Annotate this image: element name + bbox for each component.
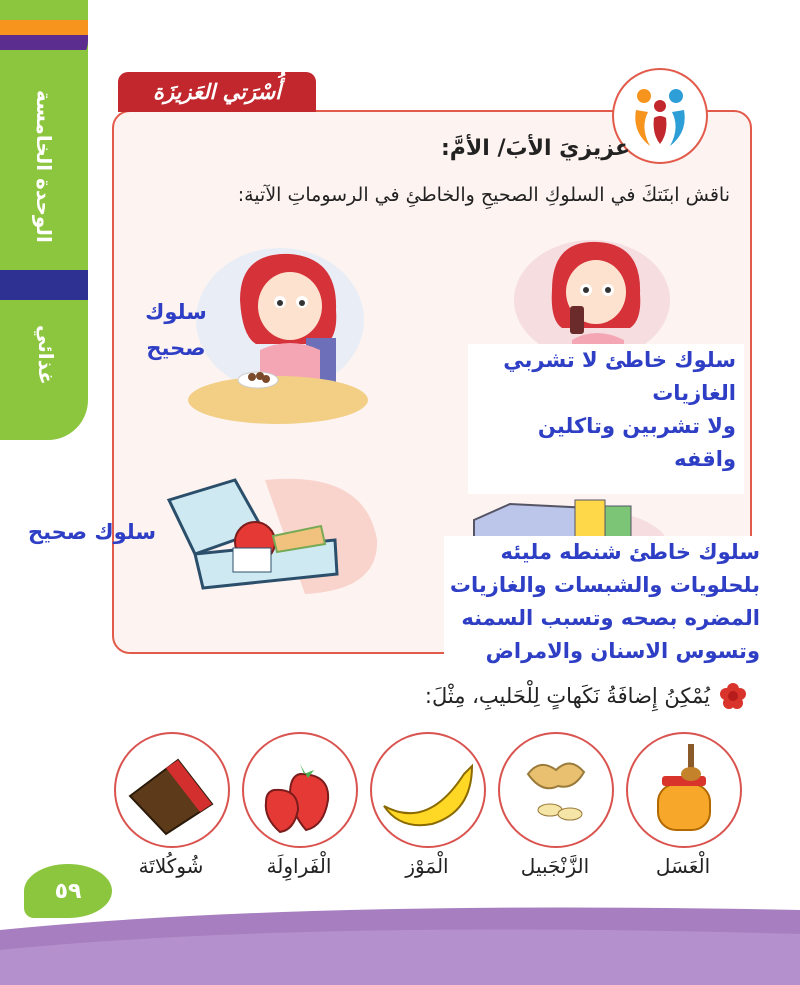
topic-title: غذائي (34, 325, 58, 385)
answer-line: وتسوس الاسنان والامراض (485, 639, 760, 663)
banana-icon (372, 734, 484, 846)
page-number: ٥٩ (24, 864, 112, 918)
answer-line: الغازيات (652, 381, 736, 405)
flavor-label-strawberry: الْفَراوِلَة (266, 854, 332, 878)
strawberry-icon (244, 734, 356, 846)
flavor-label-chocolate: شُوكُلاتَة (138, 854, 204, 878)
answer-wrong-2 (444, 536, 766, 676)
answer-line: سلوك (145, 300, 207, 324)
flavor-label-banana: الْمَوْز (405, 854, 449, 878)
flavor-label-ginger: الزَّنْجَبيل (520, 854, 590, 878)
flavor-chocolate (114, 732, 230, 848)
unit-title: الوحدة الخامسة (32, 90, 56, 243)
chocolate-icon (116, 734, 228, 846)
answer-line: واقفه (674, 447, 736, 471)
section-tab: أُسْرَتي العَزيزَة (118, 72, 316, 112)
honey-jar-icon (628, 734, 740, 846)
answer-right-2: سلوك صحيح (27, 520, 157, 544)
answer-line: سلوك خاطئ لا تشربي (503, 348, 736, 372)
flower-bullet-icon (720, 683, 746, 709)
sidebar-blue-strip (0, 270, 88, 300)
flavor-strawberry (242, 732, 358, 848)
flavors-intro: يُمْكِنُ إِضافَةُ نَكَهاتٍ لِلْحَليبِ، مِثْلَ: (424, 684, 710, 708)
answer-line: ولا تشربين وتاكلين (537, 414, 736, 438)
girl-drinking-soda (512, 230, 672, 360)
flavor-banana (370, 732, 486, 848)
answer-line: صحيح (146, 336, 206, 360)
answer-line: بلحلويات والشبسات والغازيات (449, 573, 760, 597)
answer-right-1 (136, 294, 216, 366)
healthy-lunchbox (155, 470, 385, 600)
ginger-icon (500, 734, 612, 846)
answer-line: المضره بصحه وتسبب السمنه (461, 606, 760, 630)
flavor-ginger (498, 732, 614, 848)
flavor-label-honey: الْعَسَل (655, 854, 711, 878)
bottom-wave (0, 880, 800, 985)
greeting: عزيزيَ الأبَ/ الأمَّ: (440, 136, 630, 161)
sidebar-color-strip (0, 20, 88, 70)
answer-wrong-1 (468, 344, 744, 494)
instruction: ناقش ابنَتكَ في السلوكِ الصحيحِ والخاطئِ في الرسوماتِ الآتية: (237, 184, 730, 206)
answer-line: سلوك خاطئ شنطه مليئه (500, 540, 760, 564)
flavor-honey (626, 732, 742, 848)
